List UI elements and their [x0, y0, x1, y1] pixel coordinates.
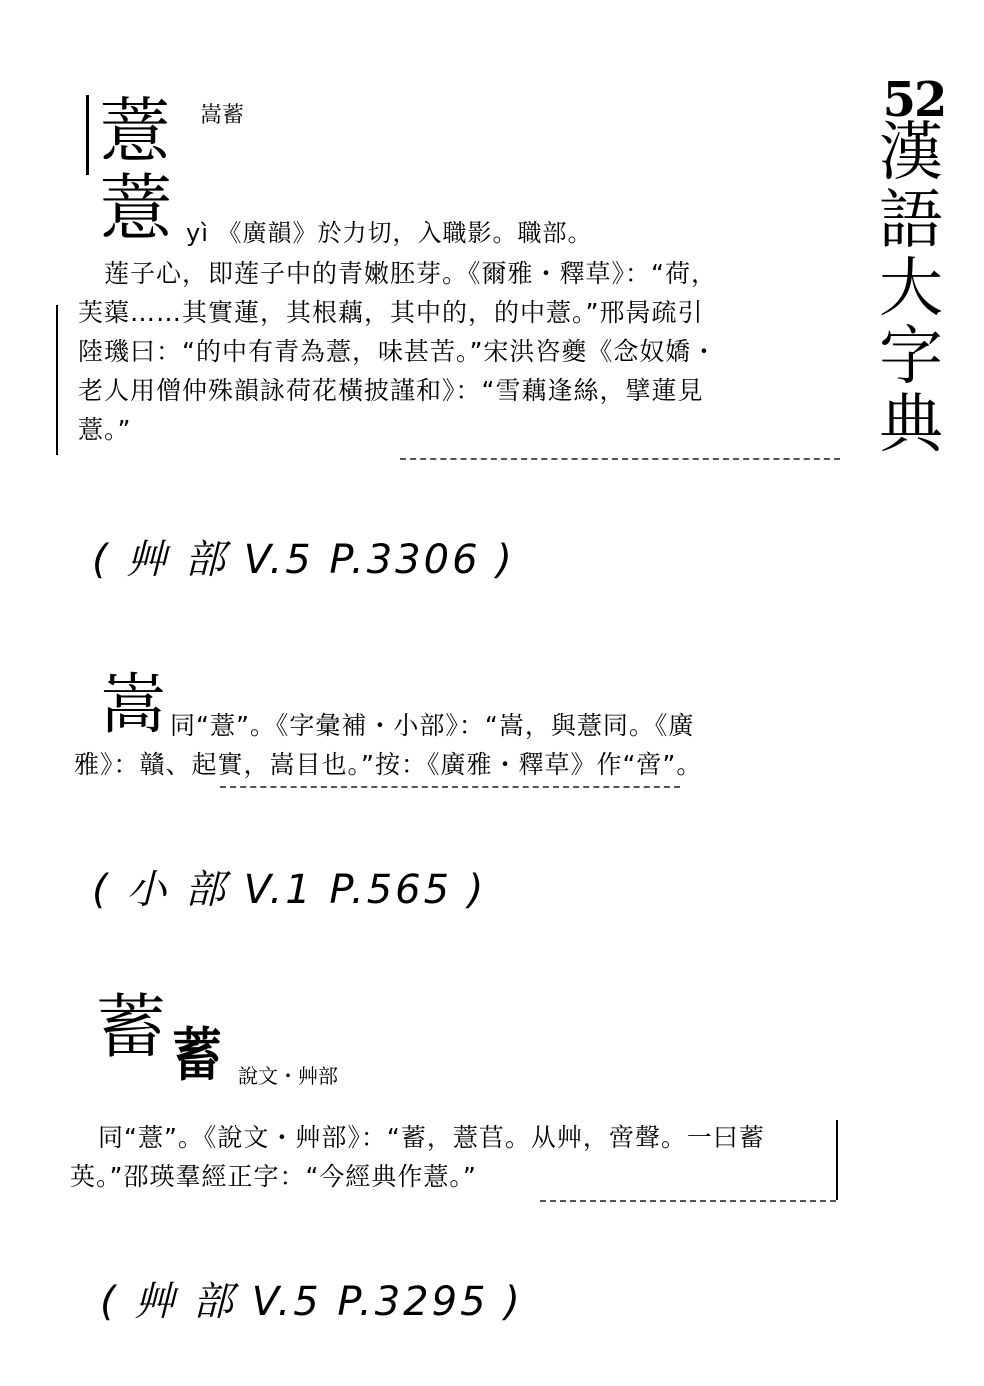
phonetic-line: [186, 214, 593, 253]
definition: [74, 706, 702, 784]
handwritten-reference: ( 小 部 V.1 P.565 ): [92, 867, 487, 913]
clipping-edge: [220, 786, 680, 788]
page-number: 52: [882, 72, 946, 128]
definition: [78, 254, 717, 449]
clipping-edge: [540, 1200, 836, 1202]
handwritten-reference: ( 艸 部 V.5 P.3306 ): [92, 537, 515, 583]
clipping-edge: [836, 1120, 838, 1200]
book-title-char: 語: [879, 184, 943, 258]
definition-line: 同“薏”。《說文・艸部》：“蓄，薏苢。从艸，啻聲。一曰蓄: [98, 1123, 765, 1152]
handwritten-reference: ( 艸 部 V.5 P.3295 ): [100, 1279, 523, 1325]
definition-line: 老人用僧仲殊韻詠荷花橫披謹和》：“雪藕逢絲，擘蓮見: [78, 376, 704, 405]
definition-line: 雅》：贛、起實，嵩目也。”按：《廣雅・釋草》作“啻”。: [74, 750, 703, 779]
definition-line: 同“薏”。《字彙補・小部》：“嵩，與薏同。《廣: [170, 711, 695, 740]
seal-script-glyph: 蓄: [172, 1021, 222, 1089]
entry-head-variant: 薏: [100, 90, 170, 172]
margin-rule: [86, 95, 89, 175]
book-title-char: 典: [879, 388, 943, 462]
clipping-edge: [56, 305, 58, 455]
definition: [70, 1118, 765, 1196]
phonetic-source: 《廣韻》於力切，入職影。職部。: [217, 219, 593, 247]
variant-note: 嵩蓄: [200, 103, 245, 128]
pronunciation: yì: [186, 219, 209, 247]
entry-head: 嵩: [100, 666, 166, 743]
definition-line: 莲子心，即莲子中的青嫩胚芽。《爾雅・釋草》：“荷，: [104, 259, 717, 288]
definition-line: 英。”邵瑛羣經正字：“今經典作薏。”: [70, 1162, 477, 1191]
definition-line: 陸璣曰：“的中有青為薏，味甚苦。”宋洪咨夔《念奴嬌・: [78, 337, 718, 366]
book-title-char: 字: [879, 320, 943, 394]
entry-head: 蓄: [96, 986, 166, 1068]
definition-line: 薏。”: [78, 415, 132, 444]
source-note: 說文・艸部: [238, 1064, 338, 1088]
book-title-char: 大: [879, 252, 943, 326]
book-title-char: 漢: [879, 116, 943, 190]
clipping-edge: [400, 458, 840, 460]
definition-line: 芙蕖……其實蓮，其根藕，其中的，的中薏。”邢昺疏引: [78, 298, 704, 327]
entry-head: 薏: [100, 166, 173, 250]
